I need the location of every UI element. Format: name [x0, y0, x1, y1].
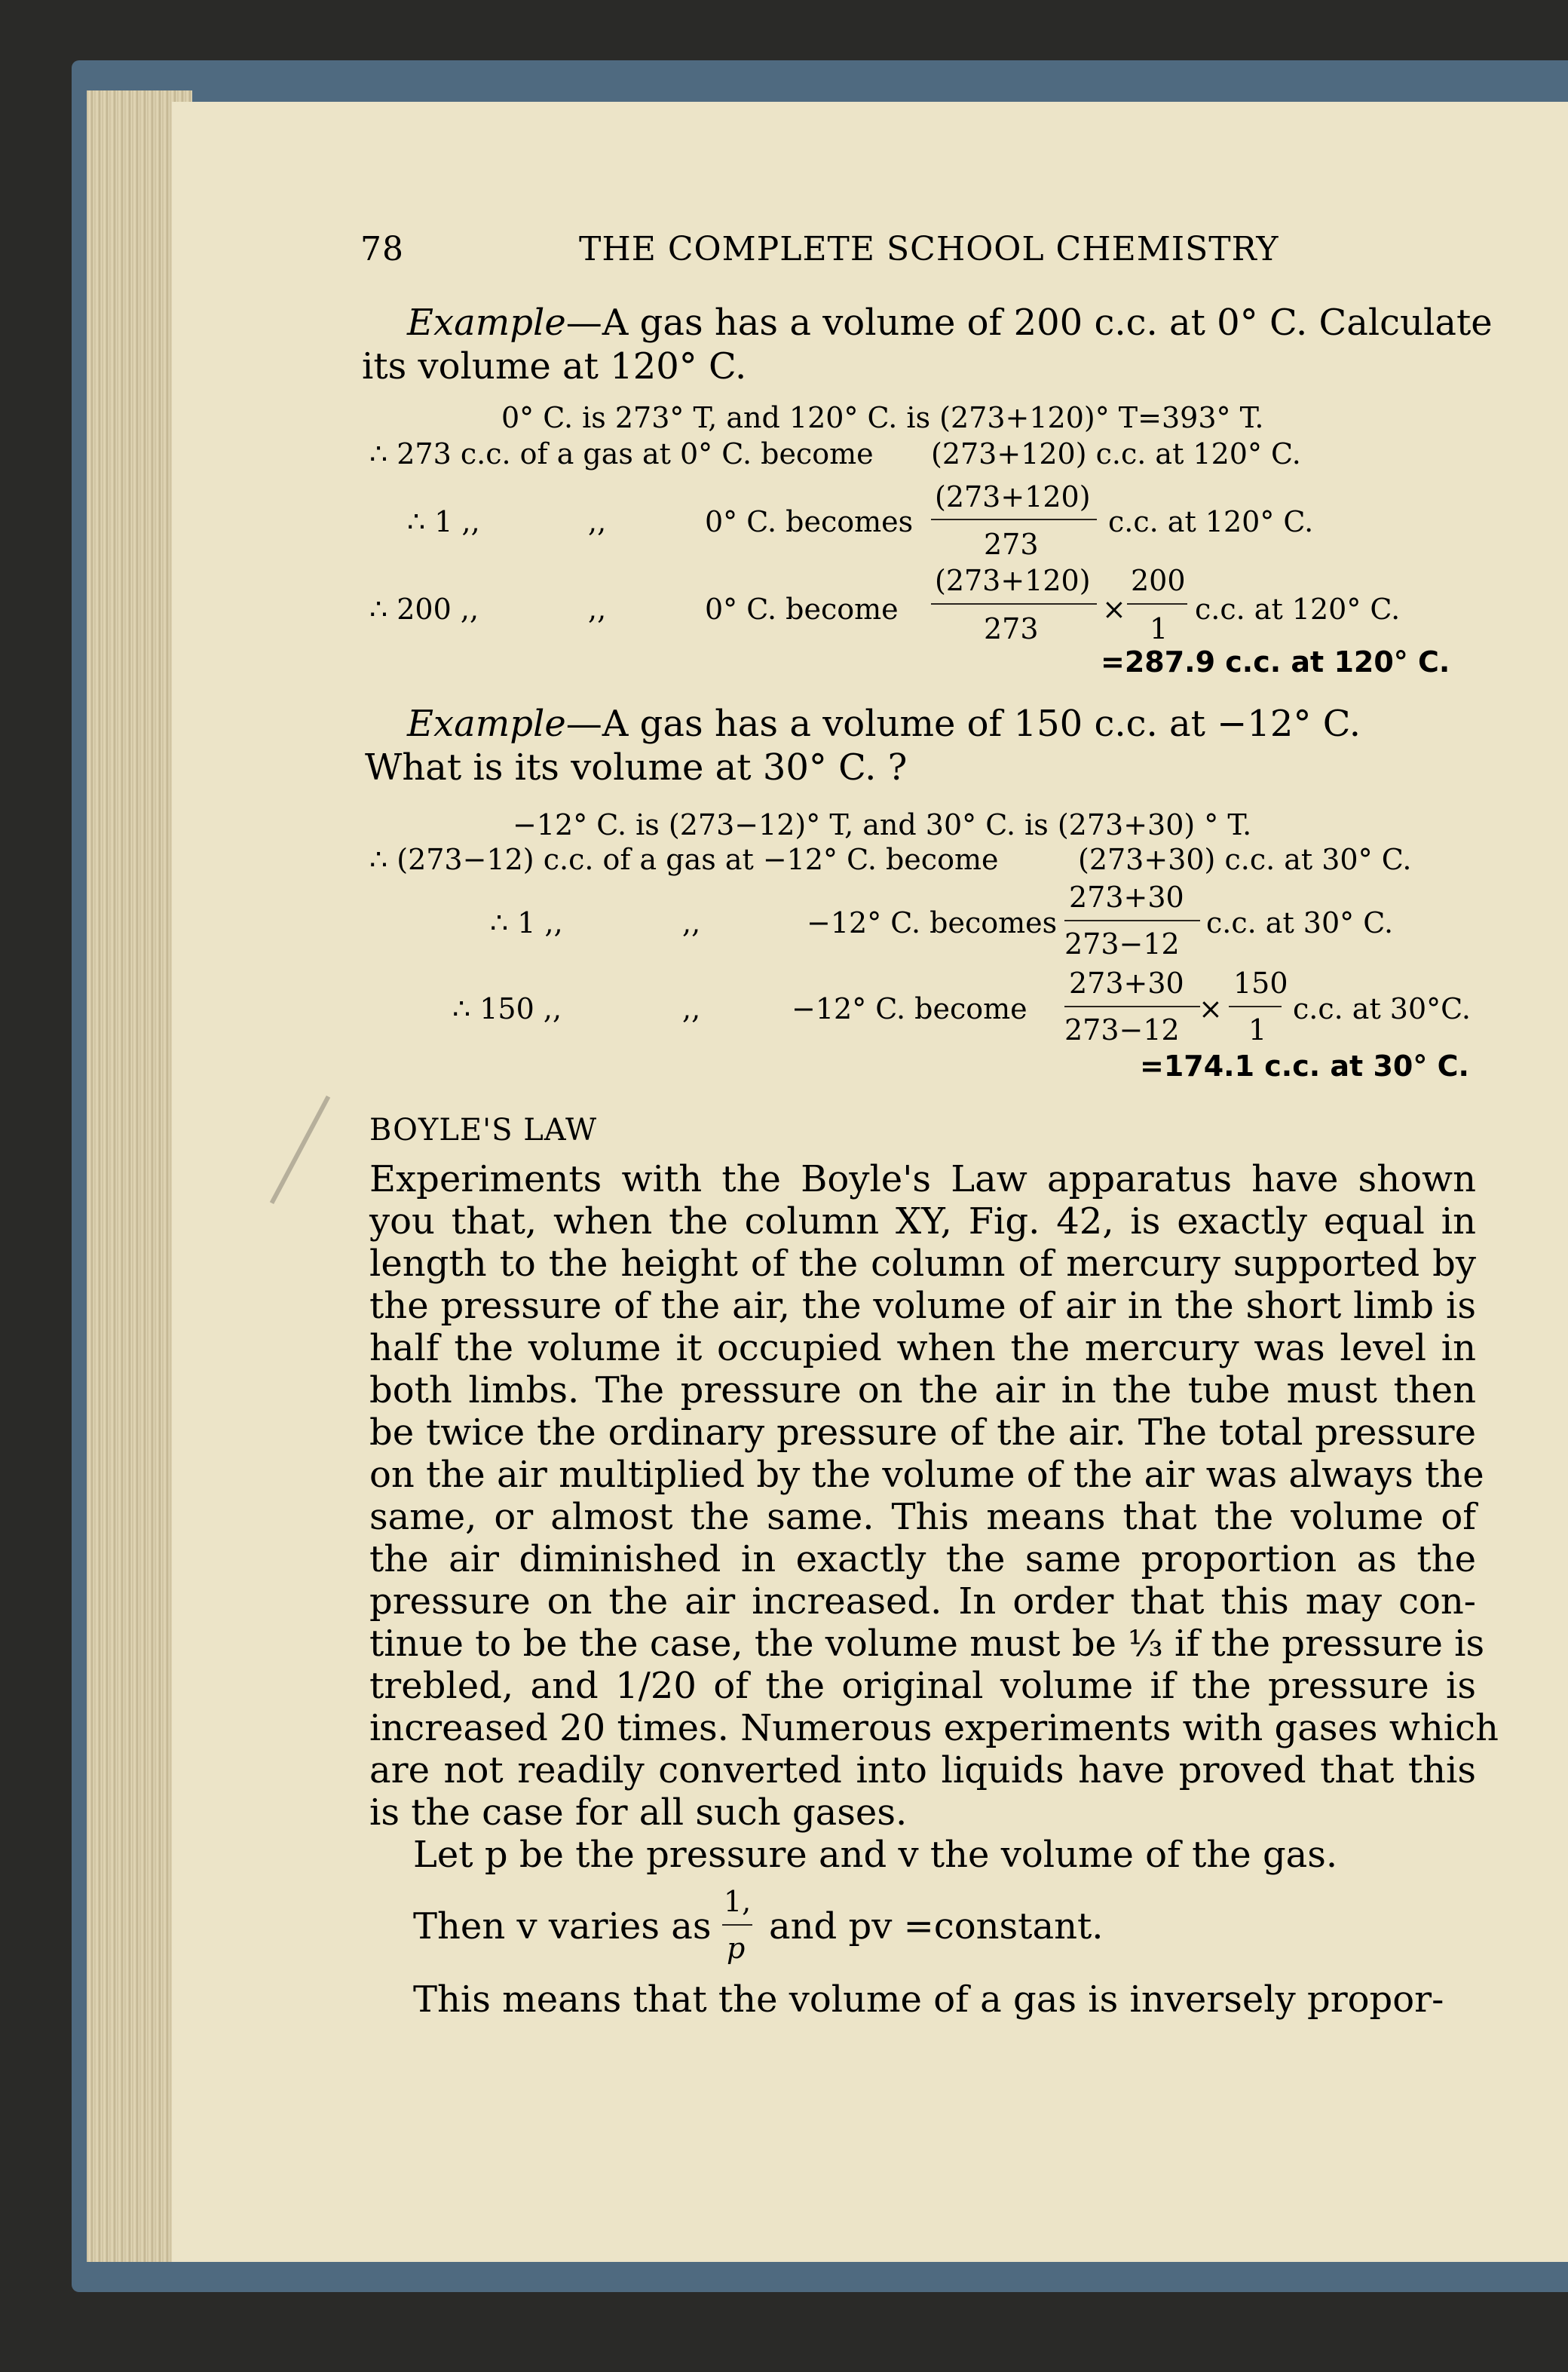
example1-step4-ditto: ,, — [588, 593, 607, 626]
paragraph-line: Experiments with the Boyle's Law apparatus have shown — [369, 1158, 1476, 1200]
example2-intro-text: —A gas has a volume of 150 c.c. at −12° C. — [565, 703, 1361, 745]
example2-step2-left: ∴ (273−12) c.c. of a gas at −12° C. become — [369, 843, 999, 876]
page-number: 78 — [360, 230, 404, 268]
example2-step4-fraction-bar2 — [1229, 1006, 1282, 1007]
paragraph-line: trebled, and 1/20 of the original volume if the pressure is — [369, 1665, 1476, 1707]
example1-step4-numerator1: (273+120) — [935, 564, 1091, 597]
paragraph-line: increased 20 times. Numerous experiments with gases which — [369, 1707, 1499, 1749]
example2-step4-right: c.c. at 30°C. — [1293, 992, 1471, 1025]
then-fraction-bar — [722, 1924, 752, 1926]
let-line: Let p be the pressure and v the volume of the gas. — [413, 1834, 1338, 1876]
example2-step4-times: × — [1199, 992, 1223, 1025]
example1-step3-mid: 0° C. becomes — [705, 505, 914, 538]
paragraph-line: pressure on the air increased. In order that this may con- — [369, 1580, 1476, 1623]
then-suffix: and pv =constant. — [769, 1905, 1104, 1948]
example1-step2-right: (273+120) c.c. at 120° C. — [931, 437, 1301, 470]
final-line: This means that the volume of a gas is inversely propor- — [413, 1978, 1444, 2021]
example1-intro-line2: its volume at 120° C. — [362, 345, 747, 388]
example1-step4-denominator2: 1 — [1150, 612, 1168, 645]
example2-step3-mid: −12° C. becomes — [807, 906, 1058, 939]
then-prefix: Then v varies as — [413, 1905, 712, 1948]
example2-intro — [407, 703, 1361, 745]
example1-step2-left: ∴ 273 c.c. of a gas at 0° C. become — [369, 437, 874, 470]
example2-step3-denominator: 273−12 — [1064, 927, 1180, 961]
example1-label: Example — [407, 302, 566, 344]
paragraph-line: the pressure of the air, the volume of air in the short limb is — [369, 1285, 1476, 1327]
example1-step3-right: c.c. at 120° C. — [1108, 505, 1314, 538]
paragraph-line: same, or almost the same. This means that the volume of — [369, 1496, 1476, 1538]
example2-step3-right: c.c. at 30° C. — [1206, 906, 1394, 939]
example2-label: Example — [407, 703, 566, 745]
example1-intro-text: —A gas has a volume of 200 c.c. at 0° C. Calculate — [565, 302, 1493, 344]
example2-step4-denominator1: 273−12 — [1064, 1013, 1180, 1047]
example1-step1: 0° C. is 273° T, and 120° C. is (273+120)° T=393° T. — [501, 401, 1264, 434]
example2-step1: −12° C. is (273−12)° T, and 30° C. is (273+30) ° T. — [513, 808, 1252, 841]
paragraph-line: are not readily converted into liquids have proved that this — [369, 1749, 1476, 1791]
running-title: THE COMPLETE SCHOOL CHEMISTRY — [579, 230, 1279, 268]
example1-step4-numerator2: 200 — [1131, 564, 1186, 597]
paragraph-line: tinue to be the case, the volume must be ⅓ if the pressure is — [369, 1623, 1485, 1665]
paragraph-line: you that, when the column XY, Fig. 42, is exactly equal in — [369, 1200, 1476, 1243]
example1-step3-ditto: ,, — [588, 505, 607, 538]
example1-result: =287.9 c.c. at 120° C. — [1101, 645, 1450, 679]
paragraph-line: the air diminished in exactly the same proportion as the — [369, 1538, 1476, 1580]
example1-step3-fraction-bar — [931, 519, 1097, 520]
paragraph-line: length to the height of the column of mercury supported by — [369, 1243, 1476, 1285]
example2-step3-numerator: 273+30 — [1069, 881, 1184, 914]
paragraph-line: be twice the ordinary pressure of the air. The total pressure — [369, 1411, 1476, 1454]
example2-step3-left: ∴ 1 ,, — [490, 906, 563, 939]
example1-step3-left: ∴ 1 ,, — [407, 505, 480, 538]
paragraph-line: half the volume it occupied when the mercury was level in — [369, 1327, 1476, 1369]
example1-step3-denominator: 273 — [984, 528, 1039, 561]
example1-intro — [407, 302, 1493, 344]
then-denominator: p — [727, 1932, 746, 1965]
example2-step4-denominator2: 1 — [1248, 1013, 1267, 1047]
example1-step4-denominator1: 273 — [984, 612, 1039, 645]
example1-step4-times: × — [1102, 593, 1126, 626]
example1-step4-fraction-bar2 — [1127, 603, 1187, 605]
example1-step4-mid: 0° C. become — [705, 593, 899, 626]
example2-step3-fraction-bar — [1064, 920, 1200, 921]
paragraph-line: on the air multiplied by the volume of the air was always the — [369, 1454, 1484, 1496]
example2-step4-fraction-bar1 — [1064, 1006, 1200, 1007]
example1-step3-numerator: (273+120) — [935, 480, 1091, 513]
example2-step4-numerator1: 273+30 — [1069, 967, 1184, 1000]
then-numerator: 1, — [724, 1885, 752, 1918]
example1-step4-fraction-bar1 — [931, 603, 1097, 605]
example2-step4-ditto: ,, — [682, 992, 701, 1025]
example2-step4-mid: −12° C. become — [792, 992, 1027, 1025]
example1-step4-right: c.c. at 120° C. — [1195, 593, 1401, 626]
example2-result: =174.1 c.c. at 30° C. — [1140, 1050, 1469, 1083]
section-heading: BOYLE'S LAW — [369, 1113, 598, 1148]
example2-intro-line2: What is its volume at 30° C. ? — [365, 746, 908, 789]
paragraph-line: is the case for all such gases. — [369, 1791, 908, 1834]
example2-step3-ditto: ,, — [682, 906, 701, 939]
example2-step4-left: ∴ 150 ,, — [452, 992, 562, 1025]
example1-step4-left: ∴ 200 ,, — [369, 593, 479, 626]
example2-step2-right: (273+30) c.c. at 30° C. — [1078, 843, 1412, 876]
paragraph-line: both limbs. The pressure on the air in the tube must then — [369, 1369, 1476, 1411]
example2-step4-numerator2: 150 — [1233, 967, 1288, 1000]
